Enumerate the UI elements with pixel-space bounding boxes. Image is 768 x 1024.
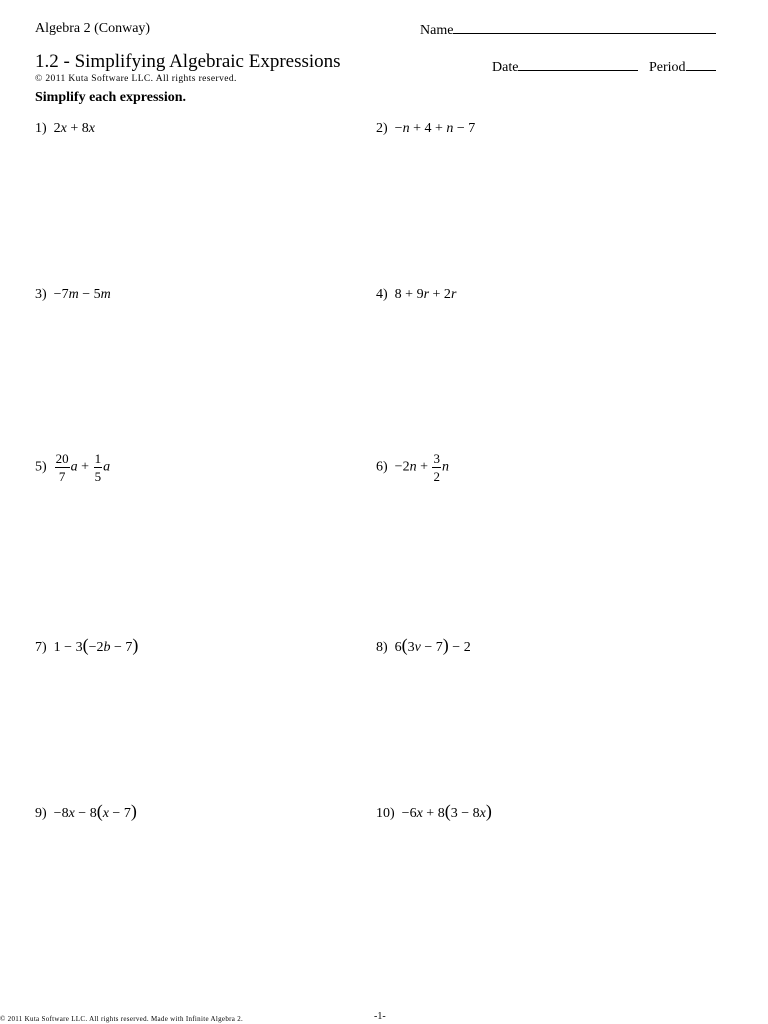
period-field[interactable] [649,58,716,76]
date-blank[interactable] [518,58,638,71]
fraction: $\frac{20}{7}$ [55,451,69,484]
problem-number: 3) [35,287,47,302]
problem-8: 8) 6(3v − 7) − 2 [376,635,471,655]
problem-number: 6) [376,459,388,475]
date-field[interactable] [492,58,638,76]
problem-number: 5) [35,459,47,475]
fraction: $\frac{3}{2}$ [433,451,440,484]
period-label: Period [649,60,686,75]
name-label: Name [420,23,454,38]
problem-6: 6) −2n + $\frac{3}{2}$ n [376,451,449,484]
footer-copyright: © 2011 Kuta Software LLC. All rights reserved. Made with Infinite Algebra 2. [0,1015,244,1023]
problem-number: 8) [376,640,388,655]
problem-9: 9) −8x − 8(x − 7) [35,801,137,821]
problem-number: 7) [35,640,47,655]
page-title: 1.2 - Simplifying Algebraic Expressions [35,51,341,72]
problem-3: 3) −7m − 5m [35,287,111,302]
copyright: © 2011 Kuta Software LLC. All rights reserved. [35,74,237,84]
problem-1: 1) 2x + 8x [35,121,96,136]
period-blank[interactable] [686,58,716,71]
problem-number: 1) [35,121,47,136]
problem-10: 10) −6x + 8(3 − 8x) [376,801,492,821]
problem-5: 5) $\frac{20}{7}$ a + $\frac{1}{5}$ a [35,451,111,484]
instructions: Simplify each expression. [35,90,187,105]
course-title: Algebra 2 (Conway) [35,21,151,36]
name-field[interactable] [420,21,716,39]
problem-number: 10) [376,806,395,821]
problem-2: 2) −n + 4 + n − 7 [376,121,476,136]
problem-number: 2) [376,121,388,136]
problem-7: 7) 1 − 3(−2b − 7) [35,635,139,655]
date-label: Date [492,60,519,75]
problem-number: 4) [376,287,388,302]
problem-number: 9) [35,806,47,821]
problem-4: 4) 8 + 9r + 2r [376,287,457,302]
fraction: $\frac{1}{5}$ [94,451,102,484]
page-number: -1- [374,1011,386,1022]
name-blank[interactable] [453,21,716,34]
